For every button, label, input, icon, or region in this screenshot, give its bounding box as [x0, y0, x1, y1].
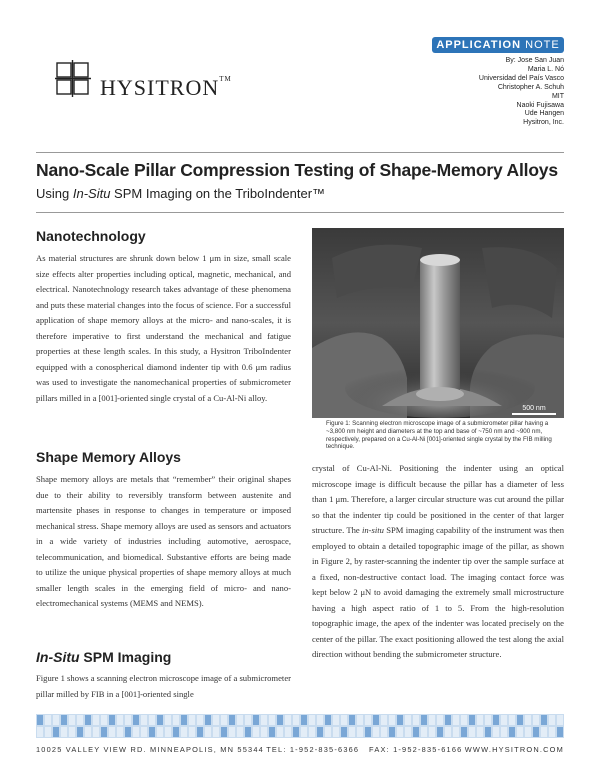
footer-tile	[293, 727, 299, 737]
page-subtitle: Using In-Situ SPM Imaging on the TriboIndenter™	[36, 186, 326, 201]
footer-tile	[293, 715, 299, 725]
footer-tile	[501, 727, 507, 737]
footer-tile	[389, 727, 395, 737]
section-body: Figure 1 shows a scanning electron microscope image of a submicrometer pillar milled by FIB in a [001]-oriented single	[36, 673, 291, 699]
footer-tile	[165, 715, 171, 725]
section-shape-memory-alloys	[36, 449, 291, 612]
footer-tile	[437, 727, 443, 737]
footer-contact	[36, 745, 564, 754]
footer-tile	[189, 715, 195, 725]
footer-tile	[333, 715, 339, 725]
footer-tile	[245, 727, 251, 737]
author-line: Hysitron, Inc.	[523, 119, 564, 127]
footer-tile	[77, 727, 83, 737]
footer-tile	[189, 727, 195, 737]
footer-tile	[493, 727, 499, 737]
footer-tile	[509, 727, 515, 737]
footer-tile	[229, 715, 235, 725]
footer-tile	[149, 715, 155, 725]
footer-tile	[205, 727, 211, 737]
footer-tile	[469, 727, 475, 737]
footer-tile	[197, 715, 203, 725]
footer-tile	[429, 727, 435, 737]
footer-tile	[453, 715, 459, 725]
badge-light: NOTE	[525, 39, 560, 51]
section-heading: In-Situ SPM Imaging	[36, 649, 172, 665]
footer-tile	[229, 727, 235, 737]
footer-tile	[205, 715, 211, 725]
section-nanotechnology	[36, 228, 291, 406]
footer-pattern-band	[36, 714, 564, 738]
badge-bold: APPLICATION	[436, 39, 522, 51]
footer-tile	[325, 727, 331, 737]
section-body: Shape memory alloys are metals that “remember” their original shapes due to their ability to reversibly transform between austenite and martensite phases in response to changes in temperature or imposed mechanical stress. Shape memory alloys are used as sensors and actuators in a wide variety of industries including automotive, aerospace, telecommunication, and biomedical. Substantive efforts are being made to utilize the unique physical properties of shape memory alloys at much smaller length scales in the emerging field of micro- and nano-electromechanical systems (MEMS and NEMS).	[36, 474, 291, 608]
footer-tile	[125, 715, 131, 725]
footer-tile	[85, 715, 91, 725]
footer-tile	[557, 715, 563, 725]
footer-tile	[341, 715, 347, 725]
page-title: Nano-Scale Pillar Compression Testing of Shape-Memory Alloys	[36, 160, 558, 180]
footer-tile	[469, 715, 475, 725]
footer-tile	[541, 715, 547, 725]
section-body-continued: crystal of Cu-Al-Ni. Positioning the indenter using an optical microscope image is difficult because the pillar has a diameter of less than 1 μm. Therefore, a larger circular structure was cut around the pillar so that the indenter tip could be positioned in the center of that larger structure. The in-situ SPM imaging capability of the instrument was then employed to obtain a detailed topographic image of the pillar, as shown in Figure 2, by raster-scanning the indenter tip over the sample surface at a fixed, non-destructive contact load. The imaging contact force was kept below 2 μN to avoid damaging the extremely small microstructure having a high aspect ratio of 1 to 5. From the high-resolution topographic image, the apex of the indenter was located precisely on the center of the pillar. The exact positioning allowed the test along the axial direction without bending the submicrometer structure.	[312, 463, 565, 659]
footer-tile	[93, 715, 99, 725]
footer-tile	[509, 715, 515, 725]
footer-tile	[69, 727, 75, 737]
footer-tile	[301, 715, 307, 725]
footer-tile	[101, 727, 107, 737]
section-body: As material structures are shrunk down below 1 μm in size, small scale size effects alter properties including optical, magnetic, mechanical, and electrical. Nanotechnology research takes advantage of these phenomena and puts these material changes into the focus of science. For a successful application of shape memory alloys at the micro- and nano-scales, it is therefore imperative to first understand the mechanical and fatigue properties at these length scales. In this study, a Hysitron TriboIndenter equipped with a conospherical diamond indenter tip with 0.6 μm radius was used to investigate the nanomechanical properties of submicrometer pillars milled in a [001]-oriented single crystal of a Cu-Al-Ni alloy.	[36, 253, 291, 403]
footer-tile	[549, 715, 555, 725]
author-line: Maria L. Nó	[527, 65, 564, 73]
footer-tile	[373, 715, 379, 725]
footer-tile	[365, 727, 371, 737]
footer-tile	[485, 715, 491, 725]
footer-tile	[517, 727, 523, 737]
footer-tile	[453, 727, 459, 737]
footer-tile	[141, 715, 147, 725]
author-line: MIT	[551, 92, 564, 100]
footer-tile	[269, 727, 275, 737]
footer-tile	[445, 715, 451, 725]
footer-tile	[149, 727, 155, 737]
footer-tile	[237, 715, 243, 725]
footer-tile	[69, 715, 75, 725]
footer-tile	[413, 727, 419, 737]
author-line: Naoki Fujisawa	[516, 101, 564, 109]
footer-tile	[253, 715, 259, 725]
footer-tile	[213, 715, 219, 725]
footer-tile	[341, 727, 347, 737]
logo-wordmark: HYSITRON™	[100, 75, 232, 100]
footer-tile	[93, 727, 99, 737]
footer-tile	[429, 715, 435, 725]
footer-tile	[461, 727, 467, 737]
footer-tile	[357, 727, 363, 737]
footer-tile	[405, 715, 411, 725]
footer-tile	[389, 715, 395, 725]
footer-tile	[365, 715, 371, 725]
footer-tile	[45, 727, 51, 737]
footer-tile	[277, 727, 283, 737]
footer-tile	[77, 715, 83, 725]
section-heading: Nanotechnology	[36, 228, 146, 244]
figure-caption: Figure 1: Scanning electron microscope image of a submicrometer pillar having a ~3,800 nm height and diameters at the top and base of ~750 nm and ~900 nm, respectively, prepared on a Cu-Al-Ni [001]-oriented single crystal by the FIB milling technique.	[326, 420, 552, 451]
footer-tile	[525, 715, 531, 725]
footer-tile	[373, 727, 379, 737]
footer-tile	[61, 727, 67, 737]
footer-tile	[213, 727, 219, 737]
footer-tile	[317, 715, 323, 725]
footer-tile	[421, 727, 427, 737]
footer-tile	[165, 727, 171, 737]
footer-tile	[237, 727, 243, 737]
section-in-situ-spm-continued	[312, 461, 564, 663]
footer-tile	[349, 715, 355, 725]
footer-tile	[181, 727, 187, 737]
footer-tile	[109, 715, 115, 725]
footer-tile	[413, 715, 419, 725]
footer-tile	[261, 727, 267, 737]
title-divider	[36, 212, 564, 213]
footer-tile	[381, 715, 387, 725]
footer-tile	[173, 715, 179, 725]
footer-tile	[541, 727, 547, 737]
footer-tile	[53, 715, 59, 725]
footer-tile	[245, 715, 251, 725]
footer-tile	[285, 727, 291, 737]
footer-tile	[405, 727, 411, 737]
footer-tile	[285, 715, 291, 725]
footer-tile	[141, 727, 147, 737]
footer-tile	[101, 715, 107, 725]
footer-tile	[253, 727, 259, 737]
author-line: By: Jose San Juan	[505, 57, 564, 64]
footer-tile	[301, 727, 307, 737]
footer-tile	[269, 715, 275, 725]
footer-tile	[309, 727, 315, 737]
author-line: Ude Hangen	[524, 110, 564, 118]
footer-tile	[45, 715, 51, 725]
footer-tile	[325, 715, 331, 725]
footer-tile	[37, 715, 43, 725]
footer-tile	[125, 727, 131, 737]
footer-tile	[533, 727, 539, 737]
author-list	[364, 57, 564, 128]
footer-tile	[133, 727, 139, 737]
footer-tile	[157, 727, 163, 737]
footer-website[interactable]: WWW.HYSITRON.COM	[464, 745, 564, 754]
footer-tile	[317, 727, 323, 737]
sem-pillar-image	[312, 228, 564, 418]
header-divider	[36, 152, 564, 153]
footer-tile	[397, 727, 403, 737]
footer-tile	[477, 727, 483, 737]
application-note-badge	[432, 37, 564, 53]
author-line: Universidad del País Vasco	[478, 74, 564, 82]
footer-tile	[357, 715, 363, 725]
footer-tile	[525, 727, 531, 737]
footer-tile	[333, 727, 339, 737]
footer-tile	[117, 727, 123, 737]
footer-tile	[381, 727, 387, 737]
footer-tile	[157, 715, 163, 725]
section-heading: Shape Memory Alloys	[36, 449, 181, 465]
section-in-situ-spm	[36, 649, 291, 702]
footer-tile	[221, 727, 227, 737]
author-line: Christopher A. Schuh	[497, 83, 564, 91]
footer-tile	[309, 715, 315, 725]
footer-tile	[85, 727, 91, 737]
footer-tile	[221, 715, 227, 725]
footer-tile	[493, 715, 499, 725]
footer-tile	[549, 727, 555, 737]
footer-tile	[533, 715, 539, 725]
scale-bar-label: 500 nm	[522, 405, 546, 412]
footer-tile	[349, 727, 355, 737]
footer-tile	[53, 727, 59, 737]
footer-tile	[133, 715, 139, 725]
footer-tile	[437, 715, 443, 725]
footer-tile	[173, 727, 179, 737]
footer-tile	[117, 715, 123, 725]
footer-phone: TEL: 1-952-835-6366 FAX: 1-952-835-6166	[266, 745, 463, 754]
footer-tile	[485, 727, 491, 737]
footer-tile	[517, 715, 523, 725]
footer-tile	[109, 727, 115, 737]
footer-tile	[445, 727, 451, 737]
footer-tile	[61, 715, 67, 725]
footer-tile	[197, 727, 203, 737]
footer-tile	[501, 715, 507, 725]
footer-tile	[181, 715, 187, 725]
footer-tile	[261, 715, 267, 725]
footer-tile	[277, 715, 283, 725]
footer-tile	[477, 715, 483, 725]
footer-tile	[397, 715, 403, 725]
footer-tile	[421, 715, 427, 725]
footer-tile	[461, 715, 467, 725]
footer-tile	[37, 727, 43, 737]
footer-address: 10025 VALLEY VIEW RD. MINNEAPOLIS, MN 55344	[36, 745, 264, 754]
footer-tile	[557, 727, 563, 737]
